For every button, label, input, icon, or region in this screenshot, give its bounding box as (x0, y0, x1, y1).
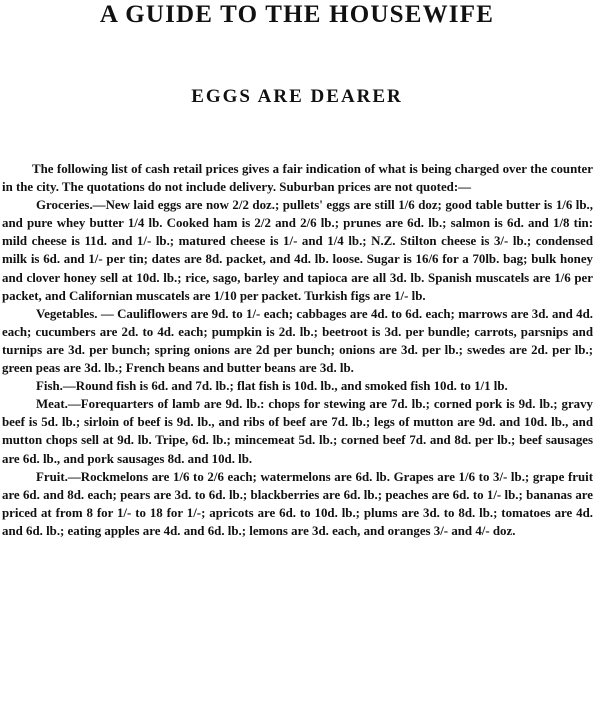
section-heading: Vegetables. — (36, 306, 118, 321)
subheadline: EGGS ARE DEARER (191, 86, 403, 107)
section-vegetables (2, 305, 593, 377)
section-heading: Groceries.— (36, 198, 106, 213)
section-text: New laid eggs are now 2/2 doz.; pullets' eggs are still 1/6 doz; good table butter is 1/6 lb., and pure whey butter 1/4 lb. Cooked ham is 2/2 and 2/6 lb.; prunes are 6d. lb.; salmon is 6d. and 1/8 tin: mild cheese is 11d. and 1/- lb.; matured cheese is 1/- and 1/4 lb.; N.Z. Stilton cheese is 3/- lb.; condensed milk is 6d. and 1/- per tin; dates are 8d. packet, and 4d. lb. loose. Sugar is 16/6 for a 70lb. bag; bulk honey and clover honey sell at 10d. lb.; rice, sago, barley and tapioca are all 3d. lb. Spanish muscatels are 1/6 per packet, and Californian muscatels are 1/10 per packet. Turkish figs are 1/- lb. (2, 198, 593, 303)
section-text: Round fish is 6d. and 7d. lb.; flat fish is 10d. lb., and smoked fish 10d. to 1/1 lb. (75, 379, 508, 394)
section-fruit (2, 468, 593, 540)
section-heading: Fish.— (36, 379, 76, 394)
section-heading: Meat.— (36, 397, 81, 412)
headline: A GUIDE TO THE HOUSEWIFE (99, 1, 495, 28)
section-groceries (2, 196, 593, 305)
section-text: Forequarters of lamb are 9d. lb.: chops for stewing are 7d. lb.; corned pork is 9d. lb.; gravy beef is 5d. lb.; sirloin of beef is 9d. lb., and ribs of beef are 7d. lb.; legs of mutton are 9d. and 10d. lb., and mutton chops sell at 9d. lb. Tripe, 6d. lb.; mincemeat 5d. lb.; corned beef 7d. and 8d. per lb.; beef sausages are 6d. lb., and pork sausages 8d. and 10d. lb. (2, 397, 593, 466)
intro-paragraph: The following list of cash retail prices gives a fair indication of what is being charged over the counter in the city. The quotations do not include delivery. Suburban prices are not quoted:— (2, 162, 593, 195)
section-heading: Fruit.— (36, 469, 81, 484)
section-meat (2, 395, 593, 467)
section-text: Cauliflowers are 9d. to 1/- each; cabbages are 4d. to 6d. each; marrows are 3d. and 4d. each; cucumbers are 2d. to 4d. each; pumpkin is 2d. lb.; beetroot is 3d. per bundle; carrots, parsnips and turnips are 3d. per bunch; spring onions are 2d per bunch; onions are 3d. per lb.; swedes are 2d. per lb.; green peas are 3d. lb.; French beans and butter beans are 3d. lb. (2, 306, 593, 376)
section-text: Rockmelons are 1/6 to 2/6 each; watermelons are 6d. lb. Grapes are 1/6 to 3/- lb.; grape fruit are 6d. and 8d. each; pears are 3d. to 6d. lb.; blackberries are 6d. lb.; peaches are 6d. to 1/- lb.; bananas are priced at from 8 for 1/- to 18 for 1/-; apricots are 6d. to 10d. lb.; plums are 3d. to 8d. lb.; tomatoes are 4d. and 6d. lb.; eating apples are 4d. and 6d. lb.; lemons are 3d. each, and oranges 3/- and 4/- doz. (2, 469, 593, 538)
section-fish (2, 377, 593, 395)
article-body (2, 160, 593, 540)
